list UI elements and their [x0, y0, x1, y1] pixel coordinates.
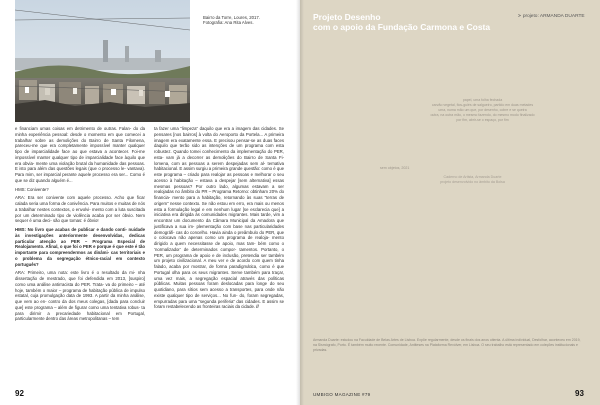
article-line: que comecei a trabalhar sobre as demolições do Bairro	[15, 131, 146, 143]
artwork-credit-line: Caderno de Artista, Armanda Duarte	[443, 175, 502, 179]
article-paragraph	[154, 126, 284, 310]
artwork-line: uma, numa mão um que, por desenho, cobre e se queira	[438, 108, 527, 112]
article-line: vantava). Para mim, ser imparcial perante aquele processo	[15, 166, 145, 177]
article-line: contro da dos meus colegas, [dada para concluir que] este	[15, 299, 145, 310]
interview-question	[15, 227, 145, 267]
article-line: nha dissertação de mestrado, que foi defendida em 2013,	[15, 270, 145, 281]
article-line: de Santa Filomena, pareceu-me que era completamente	[15, 137, 146, 149]
article-line: o colocava não apenas como um programa de realoja-	[154, 235, 270, 241]
article-line: questão: como é que este programa – criado para realojar	[154, 166, 284, 177]
article-line: da Portela... A primeira imagem era exatamente essa. E	[154, 131, 284, 143]
photo-caption-line: Bairro da Torre, Loures, 2017.	[203, 15, 261, 20]
project-title	[313, 12, 513, 32]
artwork-credit-line: projeto desenvolvido no âmbito da Bolsa	[440, 180, 505, 184]
article-line: meu ver e de acordo com quem tinha falado, acaba por	[154, 258, 284, 269]
article-line: migrantes. Mais tarde, vim a encontrar um documento da	[154, 212, 284, 223]
article-line: ARA: Era ser conivente com aquele processo. Acho que	[15, 195, 135, 201]
article-line: inclusão, pretendia ser também um projeto civilizacional. A	[154, 252, 285, 264]
article-paragraph	[15, 195, 145, 224]
project-tag	[518, 14, 585, 19]
article-line: são que tomas: é óbvio!	[53, 218, 99, 224]
article-line: violência acaba por ser óbvio. Nem sequer é uma deci-	[15, 212, 145, 224]
article-line: cas do concelho. Havia ainda o preâmbulo do PER, que	[175, 229, 284, 235]
article-line: este é tão importante para compreendermos as dinâmi-	[15, 244, 145, 255]
page-number-right: 93	[575, 389, 584, 398]
article-line: [suspiro] como uma análise antirracista do PER. Trata-	[15, 276, 145, 287]
article-line: as fronteiras raciais da cidade.	[196, 304, 256, 310]
article-paragraph	[15, 126, 145, 184]
article-line: era ser... Como é que se diz quando alguém é...	[15, 172, 145, 183]
photo-caption-line: Fotografia: Ana Rita Alves.	[203, 20, 254, 26]
article-line: impossível manter qualquer tipo de imparcialidade face	[15, 143, 145, 154]
article-line: mento dirigido a quem necessitasse de apoio, mas tam-	[154, 235, 284, 246]
project-title-line: Projeto Desenho	[313, 12, 381, 22]
article-line: HMS: Conivente?	[15, 186, 49, 192]
article-line: a despejar [sem alternativa] essas mesmas pessoas? Por	[154, 177, 285, 189]
article-line: data de 1993. A partir da minha análise, que vem ao en-	[15, 293, 145, 304]
article-line: HMS: No livro que acabas de publicar e dando conti-	[15, 227, 127, 232]
article-line: para onde não existe qualquer tipo de serviços... No fun-	[154, 287, 284, 298]
project-title-line: com o apoio da Fundação Carmona e Costa	[313, 22, 491, 32]
article-line: vam já a decorrer as demolições do Bairro de Santa Fi-	[166, 154, 284, 160]
article-line: de Realojamento. Afinal, o que foi o PER e porque é que	[15, 238, 145, 250]
photo-illustration	[15, 0, 190, 122]
article-paragraph	[15, 270, 145, 322]
article-line: e muitas de nós a trabalhar nestes contextos, o envolvi-	[15, 201, 145, 212]
article-line: ta fazer uma “limpeza” daquilo que era a imagem das	[154, 126, 260, 131]
chevron-right-icon: >	[518, 14, 521, 19]
artwork-line: por fim, abrir-se o espaço, por fim	[456, 118, 509, 122]
article-line: tomei conhecimento da implementação do PER, esta-	[154, 149, 284, 160]
article-line: cas territoriais e o problema da segregação étnico-racial	[15, 250, 145, 261]
artwork-text	[425, 98, 540, 123]
article-line: bém como o ‘normalizador’ de determinados compor-	[154, 241, 284, 252]
artwork-line: carvão vegetal, fios-guiés de salgueiro, partido em duas metades	[431, 103, 534, 107]
project-tag-label: projeto: ARMANDA DUARTE	[522, 14, 585, 19]
article-line: particularmente dentro das áreas metropolitanas – tem	[15, 316, 120, 322]
page-gutter	[296, 0, 304, 405]
article-line: origem” nesse contexto. Se não estou em erro, era mais	[154, 200, 264, 206]
article-column-1	[15, 126, 145, 325]
article-line: do da minha experiência pessoal: desde o momento em	[15, 126, 145, 137]
article-paragraph	[15, 187, 145, 193]
article-line: va do primeiro – até hoje, também o maior – programa de	[15, 281, 145, 293]
article-line: ternativa habitacional. E assim surgiu a primeira grande	[154, 160, 284, 172]
article-line: e financiam umas coisas em detrimento de outras. Falan-	[15, 126, 132, 131]
article-line: nuidade às investigações anteriormente desenvolvidas,	[15, 227, 145, 238]
artwork-line: outra, na outra mão, o mesmo fazendo, do mesmo modo finalizado	[430, 113, 535, 117]
article-line: do, foram segregadas, empurradas para uma “segunda	[154, 292, 284, 304]
article-line: lomena, com as pessoas a serem despejadas sem al-	[154, 160, 266, 166]
article-line: periferia” das cidades. E assim se foram restabelecendo	[154, 298, 285, 310]
article-line: as pessoas e melhorar o seu acesso à habitação – estava	[154, 172, 284, 183]
article-line: mento com a luta suscitada por um determinado tipo de	[15, 206, 145, 218]
artwork-credit	[400, 175, 545, 185]
article-line: cidades. Se pensares [nos bairros] à volta do Aeroporto	[154, 126, 284, 137]
article-line: ao que estava a acontecer. Foi-me impossível manter	[15, 149, 145, 160]
article-line: do PR – Programa Retorno: obtinham 20% do financia-	[154, 189, 284, 200]
artwork-year-label: sem objetos, 2021	[380, 166, 410, 170]
article-line: olha para os seus migrantes. Serve também para traçar,	[171, 269, 284, 275]
article-line: em contexto português?	[15, 255, 146, 267]
article-line: uma vez mais, a segregação espacial através das políticas	[154, 275, 284, 281]
article-line: precisou pensar-se as duas faces daquilo que terão sido as	[154, 137, 285, 149]
article-line: habitação pública de impulso estatal, cuja promulgação	[15, 287, 146, 299]
article-line: mostrar, de forma paradigmática, como é que Portugal	[154, 264, 284, 275]
article-column-2	[154, 126, 284, 313]
article-line: ARA: Primeiro, uma nota: este livro é o resultado da mi-	[15, 270, 136, 276]
article-line: Câmara Municipal da Amadora que justificava a sua im-	[154, 218, 284, 229]
page-number-left: 92	[15, 389, 24, 398]
article-line: qualquer tipo de imparcialidade face àquilo que era obvia-	[15, 154, 145, 166]
article-line: intenções de um programa com esta robustez. Quando	[154, 143, 284, 154]
photo-caption	[203, 15, 293, 26]
article-line: ficar calada seria uma forma de conivência. Para muitos	[15, 195, 145, 206]
article-line: outro lado, algumas estavam a ser realojadas no âmbito	[154, 183, 284, 195]
article-end-mark: //	[256, 304, 259, 310]
article-line: E isto para além das questões legais (que o processo le-	[15, 166, 126, 172]
article-line: ta para dirimir a precariedade habitacional em Portugal,	[15, 304, 145, 316]
article-line: dedicas particular atenção ao PER – Programa Especial	[15, 232, 145, 244]
article-line: públicas. Muitas pessoas foram deslocadas para longe	[154, 281, 268, 287]
article-line: mento para a habitação, retornando às suas “terras de	[172, 195, 284, 200]
article-line: tamentos. Portanto, o PER, um programa de apoio e de	[154, 246, 284, 258]
article-line: do seu quotidiano, para sítios sem acesso a transportes,	[154, 281, 284, 292]
article-line: programa – além de figurar como uma tentativa robus-	[34, 304, 140, 310]
magazine-name: UMBIGO MAGAZINE #79	[313, 392, 371, 397]
article-line: mente uma violação brutal da humanidade das pessoas.	[35, 160, 145, 166]
neighbourhood-photo	[15, 0, 190, 122]
artist-caption: Armanda Duarte: estudou na Faculdade de Belas Artes de Lisboa. Expõe regularmente, desde os finais dos anos oitenta. A última individual, Desfolhar, aconteceu em 2019, na Sismógrafo, Porto. É também muito recente. Comunidade, Antiteses na Plataforma Revólver, em Lisboa. O seu trabalho está representado em coleções institucionais e privadas.	[313, 338, 581, 352]
artwork-line: papel, uma folha fechada	[462, 98, 503, 102]
article-line: esclarecia que] a iniciativa era dirigida às comunidades	[154, 206, 284, 218]
article-line: plementação com base nas particularidades demográfi-	[154, 223, 285, 235]
article-line: ou menos esta a formulação legal e em nenhum lugar [se	[154, 200, 284, 212]
